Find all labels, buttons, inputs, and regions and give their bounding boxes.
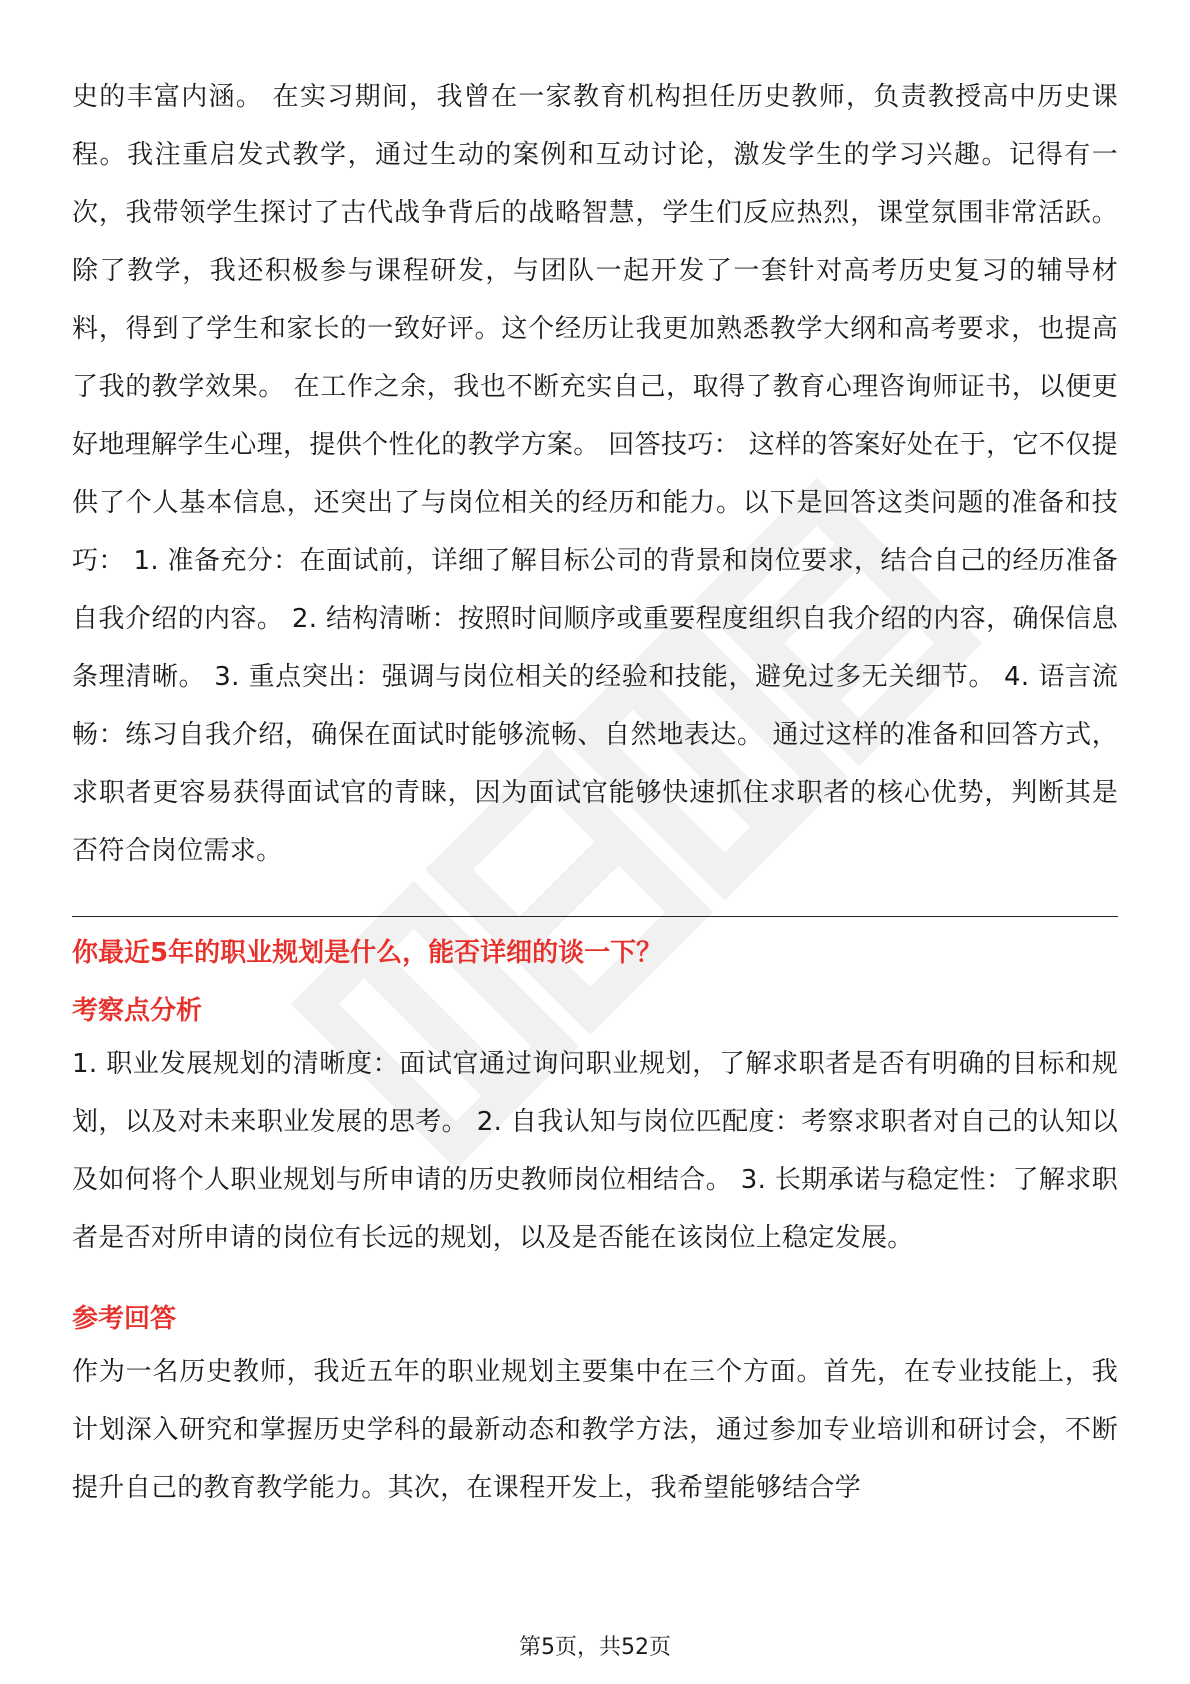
- section-divider: [72, 916, 1118, 917]
- interview-question: 你最近5年的职业规划是什么，能否详细的谈一下？: [72, 938, 663, 968]
- page-number: 第5页，共52页: [519, 1635, 671, 1660]
- body-paragraph: 史的丰富内涵。 在实习期间，我曾在一家教育机构担任历史教师，负责教授高中历史课程。我注重启发式教学，通过生动的案例和互动讨论，激发学生的学习兴趣。记得有一次，我带领学生探讨了古代战争背后的战略智慧，学生们反应热烈，课堂氛围非常活跃。 除了教学，我还积极参与课程研发，与团队一起开发了一套针对高考历史复习的辅导材料，得到了学生和家长的一致好评。这个经历让我更加熟悉教学大纲和高考要求，也提高了我的教学效果。 在工作之余，我也不断充实自己，取得了教育心理咨询师证书，以便更好地理解学生心理，提供个性化的教学方案。 回答技巧： 这样的答案好处在于，它不仅提供了个人基本信息，还突出了与岗位相关的经历和能力。以下是回答这类问题的准备和技巧： 1. 准备充分：在面试前，详细了解目标公司的背景和岗位要求，结合自己的经历准备自我介绍的内容。 2. 结构清晰：按照时间顺序或重要程度组织自我介绍的内容，确保信息条理清晰。 3. 重点突出：强调与岗位相关的经验和技能，避免过多无关细节。 4. 语言流畅：练习自我介绍，确保在面试时能够流畅、自然地表达。 通过这样的准备和回答方式，求职者更容易获得面试官的青睐，因为面试官能够快速抓住求职者的核心优势，判断其是否符合岗位需求。: [72, 82, 1118, 866]
- answer-paragraph: 作为一名历史教师，我近五年的职业规划主要集中在三个方面。首先，在专业技能上，我计划深入研究和掌握历史学科的最新动态和教学方法，通过参加专业培训和研讨会，不断提升自己的教育教学能力。其次，在课程开发上，我希望能够结合学: [72, 1357, 1118, 1503]
- analysis-heading: 考察点分析: [72, 996, 203, 1026]
- answer-heading: 参考回答: [72, 1304, 177, 1334]
- analysis-paragraph: 1. 职业发展规划的清晰度：面试官通过询问职业规划，了解求职者是否有明确的目标和规划，以及对未来职业发展的思考。 2. 自我认知与岗位匹配度：考察求职者对自己的认知以及如何将个人职业规划与所申请的历史教师岗位相结合。 3. 长期承诺与稳定性：了解求职者是否对所申请的岗位有长远的规划，以及是否能在该岗位上稳定发展。: [72, 1049, 1118, 1253]
- main-content: [72, 68, 1118, 1517]
